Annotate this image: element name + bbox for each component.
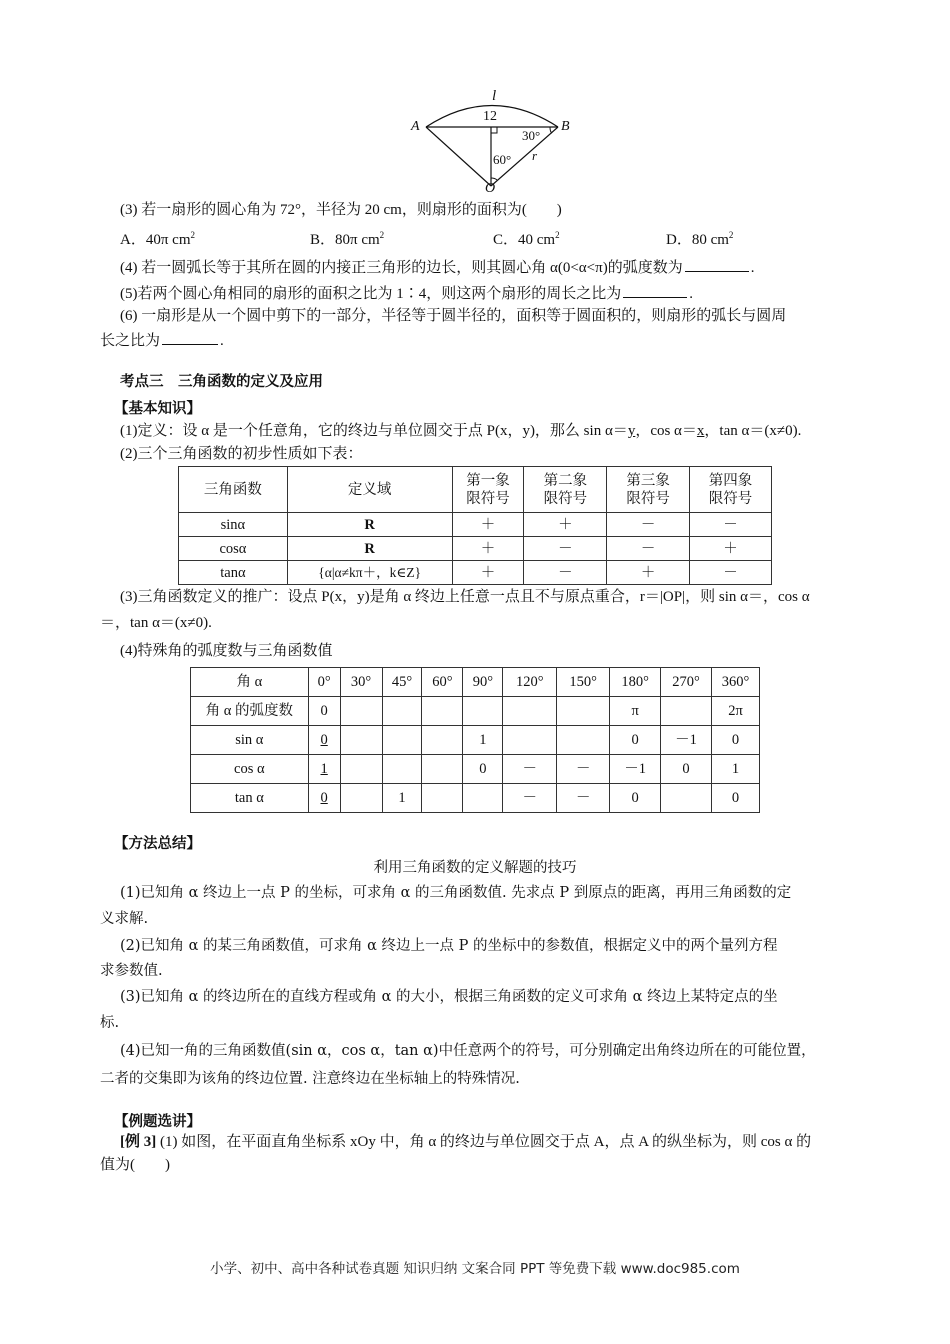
sector-figure	[410, 86, 590, 198]
question-3: (3) 若一扇形的圆心角为 72°，半径为 20 cm，则扇形的面积为( )	[120, 202, 562, 218]
header-cell: 三角函数	[179, 467, 288, 513]
table-row: cosα R ＋ － － ＋	[179, 537, 772, 561]
figure-label-O: O	[485, 181, 496, 196]
answer-blank[interactable]	[623, 283, 687, 298]
method-item-4-line1: (4)已知一角的三角函数值(sin α，cos α，tan α)中任意两个的符号，可分别确定出角终边所在的可能位置，	[120, 1043, 816, 1059]
method-item-2-line2: 求参数值.	[100, 963, 163, 979]
method-item-4-line2: 二者的交集即为该角的终边位置. 注意终边在坐标轴上的特殊情况.	[100, 1071, 520, 1087]
table-row: tanα {α|α≠kπ＋，k∈Z} ＋ － ＋ －	[179, 561, 772, 585]
properties-intro: (2)三个三角函数的初步性质如下表：	[120, 446, 363, 462]
section-title: 考点三 三角函数的定义及应用	[120, 374, 323, 390]
table-row: cos α 1 0 － － －1 0 1	[191, 755, 760, 784]
method-summary-heading: 【方法总结】	[114, 836, 201, 852]
header-cell: 第一象 限符号	[452, 467, 524, 513]
basic-knowledge-heading: 【基本知识】	[114, 401, 201, 417]
method-title: 利用三角函数的定义解题的技巧	[373, 860, 577, 876]
question-6-line2: 长之比为 .	[100, 330, 224, 351]
figure-label-A: A	[411, 119, 420, 134]
method-item-3-line2: 标.	[100, 1015, 120, 1031]
question-5: (5)若两个圆心角相同的扇形的面积之比为 1∶4，则这两个扇形的周长之比为 .	[120, 283, 693, 304]
generalization-line1: (3)三角函数定义的推广：设点 P(x，y)是角 α 终边上任意一点且不与原点重合，r＝|OP|，则 sin α＝，cos α	[120, 589, 810, 605]
table-header-row: 角 α 0° 30° 45° 60° 90° 120° 150° 180° 270° 360°	[191, 668, 760, 697]
trig-properties-table	[178, 466, 772, 585]
method-item-3-line1: (3)已知角 α 的终边所在的直线方程或角 α 的大小，根据三角函数的定义可求角 α 终边上某特定点的坐	[120, 989, 778, 1005]
footer-banner: 小学、初中、高中各种试卷真题 知识归纳 文案合同 PPT 等免费下载 www.doc985.com	[210, 1261, 740, 1277]
question-4: (4) 若一圆弧长等于其所在圆的内接正三角形的边长，则其圆心角 α(0<α<π)的弧度数为 .	[120, 257, 754, 278]
table-row: sinα R ＋ ＋ － －	[179, 513, 772, 537]
question-6-line1: (6) 一扇形是从一个圆中剪下的一部分，半径等于圆半径的，面积等于圆面积的，则扇形的弧长与圆周	[120, 308, 787, 324]
q3-option-c[interactable]: C．40 $cm^2$	[493, 230, 560, 248]
figure-label-B: B	[561, 119, 570, 134]
header-cell: 第三象 限符号	[607, 467, 690, 513]
answer-blank[interactable]	[162, 330, 218, 345]
example-3-line1: [例 3] (1) 如图，在平面直角坐标系 xOy 中，角 α 的终边与单位圆交于点 A，点 A 的纵坐标为，则 cos α 的	[120, 1134, 812, 1150]
figure-label-r: r	[532, 148, 538, 163]
special-angles-intro: (4)特殊角的弧度数与三角函数值	[120, 643, 333, 659]
example-3-line2: 值为( )	[100, 1157, 170, 1173]
method-item-2-line1: (2)已知角 α 的某三角函数值，可求角 α 终边上一点 P 的坐标中的参数值，根据定义中的两个量列方程	[120, 938, 778, 954]
table-row: 角 α 的弧度数 0 π 2π	[191, 697, 760, 726]
method-item-1-line1: (1)已知角 α 终边上一点 P 的坐标，可求角 α 的三角函数值. 先求点 P 到原点的距离，再用三角函数的定	[120, 885, 792, 901]
method-item-1-line2: 义求解.	[100, 911, 149, 927]
table-row: sin α 0 1 0 －1 0	[191, 726, 760, 755]
header-cell: 第二象 限符号	[524, 467, 607, 513]
generalization-line2: ＝，tan α＝(x≠0).	[100, 615, 212, 631]
special-angles-table	[190, 667, 760, 813]
figure-label-l: l	[492, 88, 497, 104]
q3-option-d[interactable]: D．80 $cm^2$	[666, 230, 734, 248]
figure-label-30deg: 30°	[522, 128, 541, 143]
header-cell: 第四象 限符号	[690, 467, 772, 513]
table-row: tan α 0 1 － － 0 0	[191, 784, 760, 813]
figure-label-60deg: 60°	[493, 152, 512, 167]
figure-label-12: 12	[483, 109, 497, 124]
q3-option-b[interactable]: B．80π $cm^2$	[310, 230, 385, 248]
definition-paragraph: (1)定义：设 α 是一个任意角，它的终边与单位圆交于点 P(x，y)，那么 sin α＝y，cos α＝x，tan α＝(x≠0).	[120, 423, 802, 439]
answer-blank[interactable]	[685, 257, 749, 272]
q3-option-a[interactable]: A．40π $cm^2$	[120, 230, 195, 248]
table-header-row	[179, 467, 772, 513]
header-cell: 定义域	[287, 467, 452, 513]
examples-heading: 【例题选讲】	[114, 1114, 201, 1130]
